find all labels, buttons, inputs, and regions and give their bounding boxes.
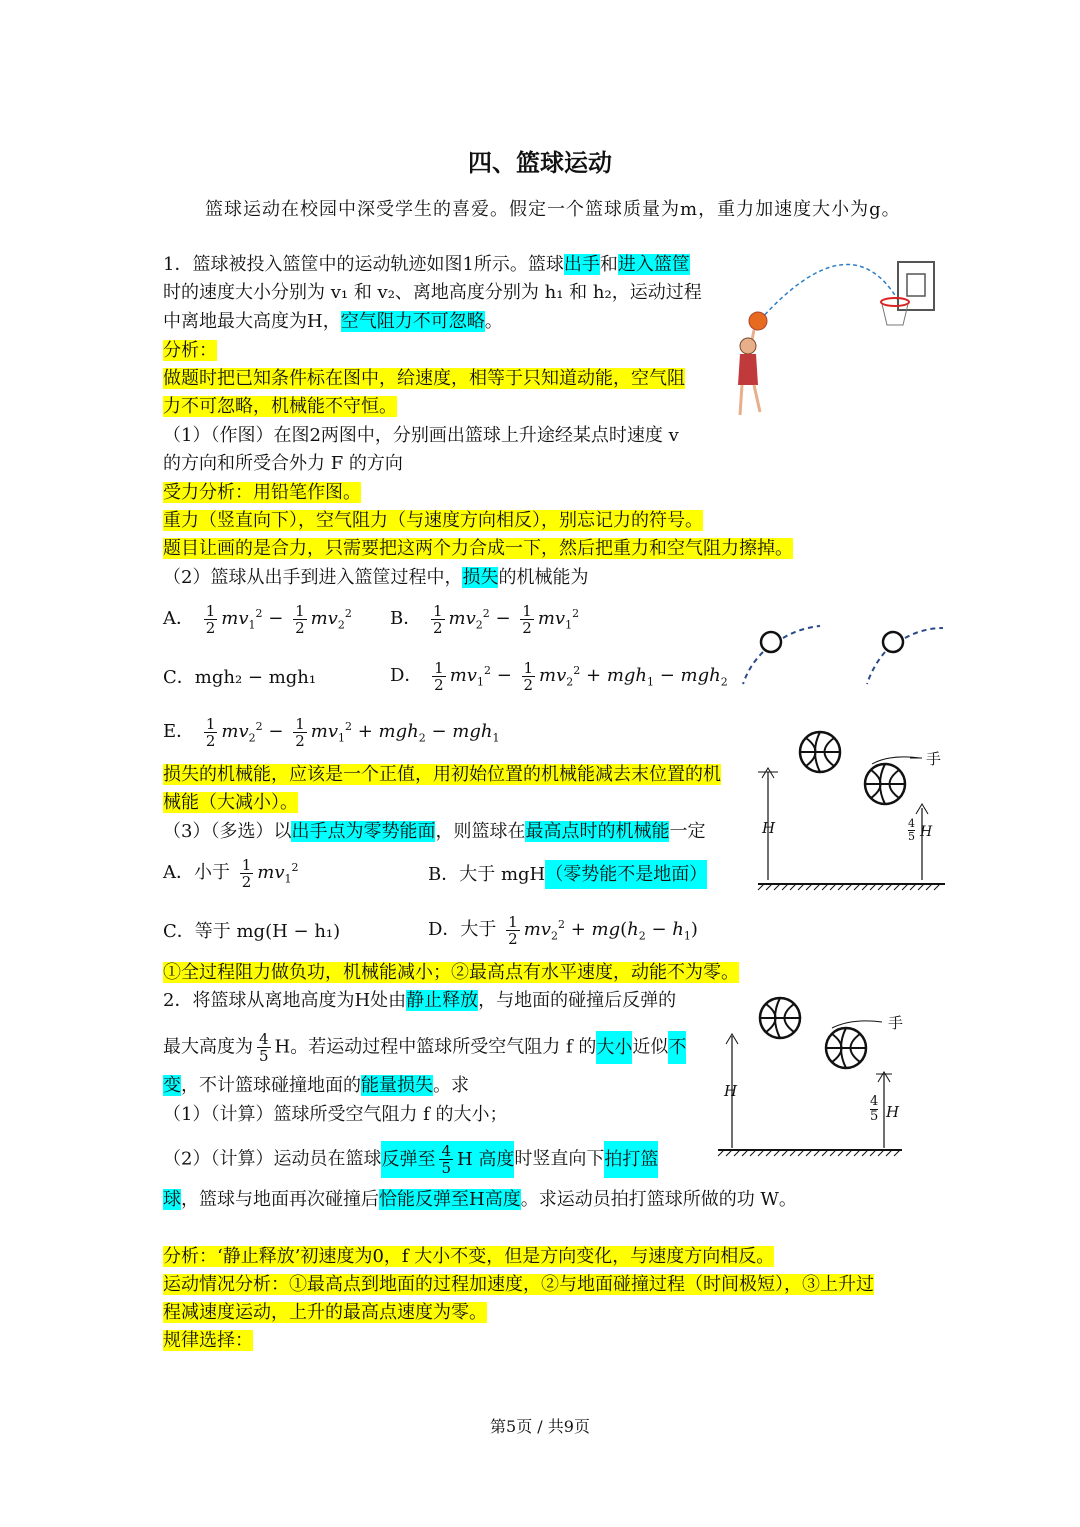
q2-text: ，篮球与地面再次碰撞后: [181, 1189, 379, 1210]
hl-rebound: 反弹至: [381, 1141, 435, 1178]
dashed-arc: [783, 626, 820, 638]
hl-change: 变: [163, 1075, 181, 1096]
option-e: E． $\frac{1}{2}$ $mv_2^2$ − $\frac{1}{2}$ $mv_1^2 + mgh_2 - mgh_1$: [163, 714, 500, 750]
basketball-icon: [760, 998, 800, 1038]
p3-option-c: C．等于 mg(H − h₁): [163, 921, 341, 942]
label-H: H: [724, 1082, 738, 1100]
q2-text: （2）（计算）运动员在篮球: [163, 1148, 382, 1170]
q2-text: 。求运动员拍打篮球所做的功 W。: [520, 1189, 797, 1210]
q2-line-2: [163, 1031, 686, 1064]
label-H-small: H: [920, 824, 933, 840]
frac-num: 1: [508, 912, 518, 931]
page-footer: 第5页 / 共9页: [490, 1417, 590, 1436]
hl-ball: 球: [163, 1189, 181, 1210]
backboard: [898, 262, 934, 310]
frac-den: 2: [295, 731, 305, 750]
frac-den: 2: [508, 929, 518, 948]
q1-part1-line-1: （1）（作图）在图2两图中，分别画出篮球上升途经某点时速度 v: [163, 425, 679, 446]
q1-text: 的机械能为: [498, 567, 589, 588]
q2-text: 。求: [433, 1075, 469, 1096]
analysis-label-text: 分析：: [163, 340, 217, 361]
option-label: A．: [163, 608, 194, 629]
analysis-text: 程减速度运动，上升的最高点速度为零。: [163, 1302, 487, 1323]
frac-num: 1: [434, 658, 444, 677]
option-label: B．大于 mgH: [428, 864, 546, 885]
q2-text: 近似: [632, 1036, 669, 1058]
q1-line-2: 时的速度大小分别为 v₁ 和 v₂、离地高度分别为 h₁ 和 h₂，运动过程: [163, 282, 702, 303]
q1-text: （3）（多选）以: [163, 821, 292, 842]
hl-magnitude: 大小: [596, 1031, 632, 1064]
option-b: B． $\frac{1}{2}$ $mv_2^2$ − $\frac{1}{2}$ $mv_1^2$: [390, 601, 580, 637]
analysis-line-2: [163, 394, 397, 420]
frac-den: 2: [241, 872, 252, 891]
shot-trajectory-figure: [730, 250, 945, 425]
note-line-1: [163, 762, 721, 788]
hl-not: 不: [668, 1031, 686, 1064]
p3-option-a: A．小于 $\frac{1}{2}$ $mv_1^2$: [163, 855, 299, 891]
q1-text: 中离地最大高度为H，: [163, 311, 341, 332]
player-leg: [740, 385, 742, 415]
frac-den: 5: [441, 1159, 451, 1177]
hl-enter-hoop: 进入篮筐: [617, 254, 690, 275]
hand-label: 手: [926, 750, 942, 768]
frac-den: 5: [259, 1047, 269, 1065]
analysis-text: 做题时把已知条件标在图中，给速度，相等于只知道动能，空气阻: [163, 368, 685, 389]
hand-label: 手: [888, 1014, 904, 1032]
conclusion-line: [163, 960, 739, 986]
option-c: C．mgh₂ − mgh₁: [163, 667, 317, 688]
q2-line-3: [163, 1073, 469, 1099]
frac-num: 1: [295, 714, 305, 733]
frac-num: 1: [432, 601, 443, 620]
option-a: A． $\frac{1}{2}$ $mv_1^2$ − $\frac{1}{2}$ $mv_2^2$: [163, 601, 352, 637]
ball-circle: [883, 632, 903, 652]
q1-text: 。: [484, 311, 503, 332]
q1-text: 一定: [669, 821, 706, 842]
player-head: [740, 338, 756, 354]
q2-part2-line-2: [163, 1187, 797, 1213]
figure-2-trajectories: [735, 620, 950, 690]
option-label: B．: [390, 608, 422, 629]
hl-not-ground: （零势能不是地面）: [545, 860, 707, 889]
q2-text: 时竖直向下: [514, 1148, 605, 1170]
q1-part1-line-2: 的方向和所受合外力 F 的方向: [163, 453, 403, 474]
hl-rebound-height: H 高度: [457, 1141, 514, 1178]
frac-den: 2: [522, 618, 532, 637]
frac-num: 1: [523, 658, 534, 677]
intro-text: 篮球运动在校园中深受学生的喜爱。假定一个篮球质量为m，重力加速度大小为g。: [205, 199, 901, 220]
q2-line-1: [163, 988, 676, 1014]
note-text: 损失的机械能，应该是一个正值，用初始位置的机械能减去末位置的机: [163, 764, 721, 785]
force-text: 重力（竖直向下），空气阻力（与速度方向相反），别忘记力的符号。: [163, 510, 703, 531]
force-line-2: [163, 508, 703, 534]
frac-num: 1: [241, 855, 252, 874]
frac-num: 4: [870, 1094, 879, 1109]
p3-option-b: [428, 862, 707, 888]
frac-num: 1: [205, 601, 216, 620]
frac-num: 4: [259, 1030, 269, 1048]
q2-part1: （1）（计算）篮球所受空气阻力 f 的大小；: [163, 1104, 508, 1125]
hand-outline: [832, 1021, 882, 1028]
dashed-arc: [905, 628, 943, 638]
hl-loss: 损失: [462, 567, 499, 588]
q2-part2-line: [163, 1143, 658, 1176]
analysis-text: 力不可忽略，机械能不守恒。: [163, 396, 397, 417]
force-text: 题目让画的是合力，只需要把这两个力合成一下，然后把重力和空气阻力擦掉。: [163, 538, 793, 559]
frac-num: 1: [205, 714, 216, 733]
frac-den: 2: [295, 618, 305, 637]
q1-text: （2）篮球从出手到进入篮筐过程中，: [163, 567, 463, 588]
frac-den: 2: [432, 618, 443, 637]
q1-line-1: [163, 252, 690, 278]
q1-text: 和: [599, 254, 618, 275]
q2-text: 2．将篮球从离地高度为H处由: [163, 990, 407, 1011]
frac-num: 1: [295, 601, 305, 620]
hl-energy-loss: 能量损失: [361, 1075, 433, 1096]
option-d: D． $\frac{1}{2}$ $mv_1^2$ − $\frac{1}{2}$ $mv_2^2 + mgh_1 - mgh_2$: [390, 658, 728, 694]
hl-top-energy: 最高点时的机械能: [525, 821, 670, 842]
q2-analysis-4: [163, 1328, 253, 1354]
analysis-label: [163, 338, 217, 364]
analysis-line-1: [163, 366, 685, 392]
q2-text: ，不计篮球碰撞地面的: [181, 1075, 361, 1096]
option-label: E．: [163, 721, 195, 742]
q1-part3-line: [163, 819, 705, 845]
frac-den: 2: [205, 731, 216, 750]
q2-text: 最大高度为: [163, 1036, 253, 1058]
ball-circle: [761, 632, 781, 652]
frac-den: 2: [205, 618, 216, 637]
frac-den: 5: [870, 1109, 879, 1124]
player-jersey: [738, 354, 758, 385]
q1-text: 1．篮球被投入篮筐中的运动轨迹如图1所示。篮球: [163, 254, 564, 275]
analysis-text: 运动情况分析：①最高点到地面的过程加速度，②与地面碰撞过程（时间极短），③上升过: [163, 1274, 874, 1295]
hl-rebound-H: 恰能反弹至H高度: [379, 1189, 521, 1210]
note-text: 械能（大减小）。: [163, 792, 298, 813]
hl-air-resistance: 空气阻力不可忽略: [340, 311, 485, 332]
dashed-arc: [867, 652, 885, 684]
label-H-small: H: [886, 1103, 900, 1121]
frac-den: 2: [523, 675, 534, 694]
q2-text: ，与地面的碰撞后反弹的: [478, 990, 677, 1011]
force-line-1: [163, 480, 361, 506]
basketball: [749, 312, 767, 330]
basketball-icon: [800, 732, 840, 772]
force-text: 受力分析：用铅笔作图。: [163, 482, 361, 503]
basketball-icon: [826, 1028, 866, 1068]
frac-den: 5: [908, 830, 915, 843]
q2-analysis-1: [163, 1244, 774, 1270]
frac-num: 4: [908, 817, 915, 830]
trajectory-arc: [760, 264, 898, 320]
analysis-text: 规律选择：: [163, 1330, 253, 1351]
q1-part2-line: [163, 565, 588, 591]
force-line-3: [163, 536, 793, 562]
page-title: 四、篮球运动: [468, 148, 612, 177]
p3-option-d: D．大于 $\frac{1}{2}$ $mv_2^2 + mg(h_2 - h_1)$: [428, 912, 698, 948]
dashed-arc: [743, 652, 763, 684]
label-H: H: [762, 819, 776, 837]
q2-text: H。若运动过程中篮球所受空气阻力 f 的: [274, 1036, 597, 1058]
note-line-2: [163, 790, 298, 816]
hl-static-release: 静止释放: [406, 990, 479, 1011]
conclusion-text: ①全过程阻力做负功，机械能减小；②最高点有水平速度，动能不为零。: [163, 962, 739, 983]
q2-analysis-2: [163, 1272, 874, 1298]
frac-den: 2: [434, 675, 444, 694]
bounce-figure-2: [712, 990, 912, 1160]
q1-text: ，则篮球在: [435, 821, 526, 842]
q1-line-3: [163, 309, 503, 335]
analysis-text: 分析：‘静止释放’初速度为0，f 大小不变，但是方向变化，与速度方向相反。: [163, 1246, 775, 1267]
hl-throw: 出手: [563, 254, 600, 275]
frac-num: 1: [522, 601, 532, 620]
frac-num: 4: [441, 1142, 451, 1160]
label-4-5H: [870, 1095, 878, 1124]
option-label: D．大于: [428, 919, 497, 940]
option-label: D．: [390, 665, 423, 686]
hl-bounce-ball: 拍打篮: [604, 1141, 658, 1178]
label-4-5H: [908, 818, 915, 843]
option-label: A．小于: [163, 862, 230, 883]
q2-analysis-3: [163, 1300, 487, 1326]
player-leg: [754, 385, 760, 412]
hl-zero-potential: 出手点为零势能面: [291, 821, 436, 842]
bounce-figure-1: [750, 728, 950, 898]
basketball-icon: [865, 764, 905, 804]
